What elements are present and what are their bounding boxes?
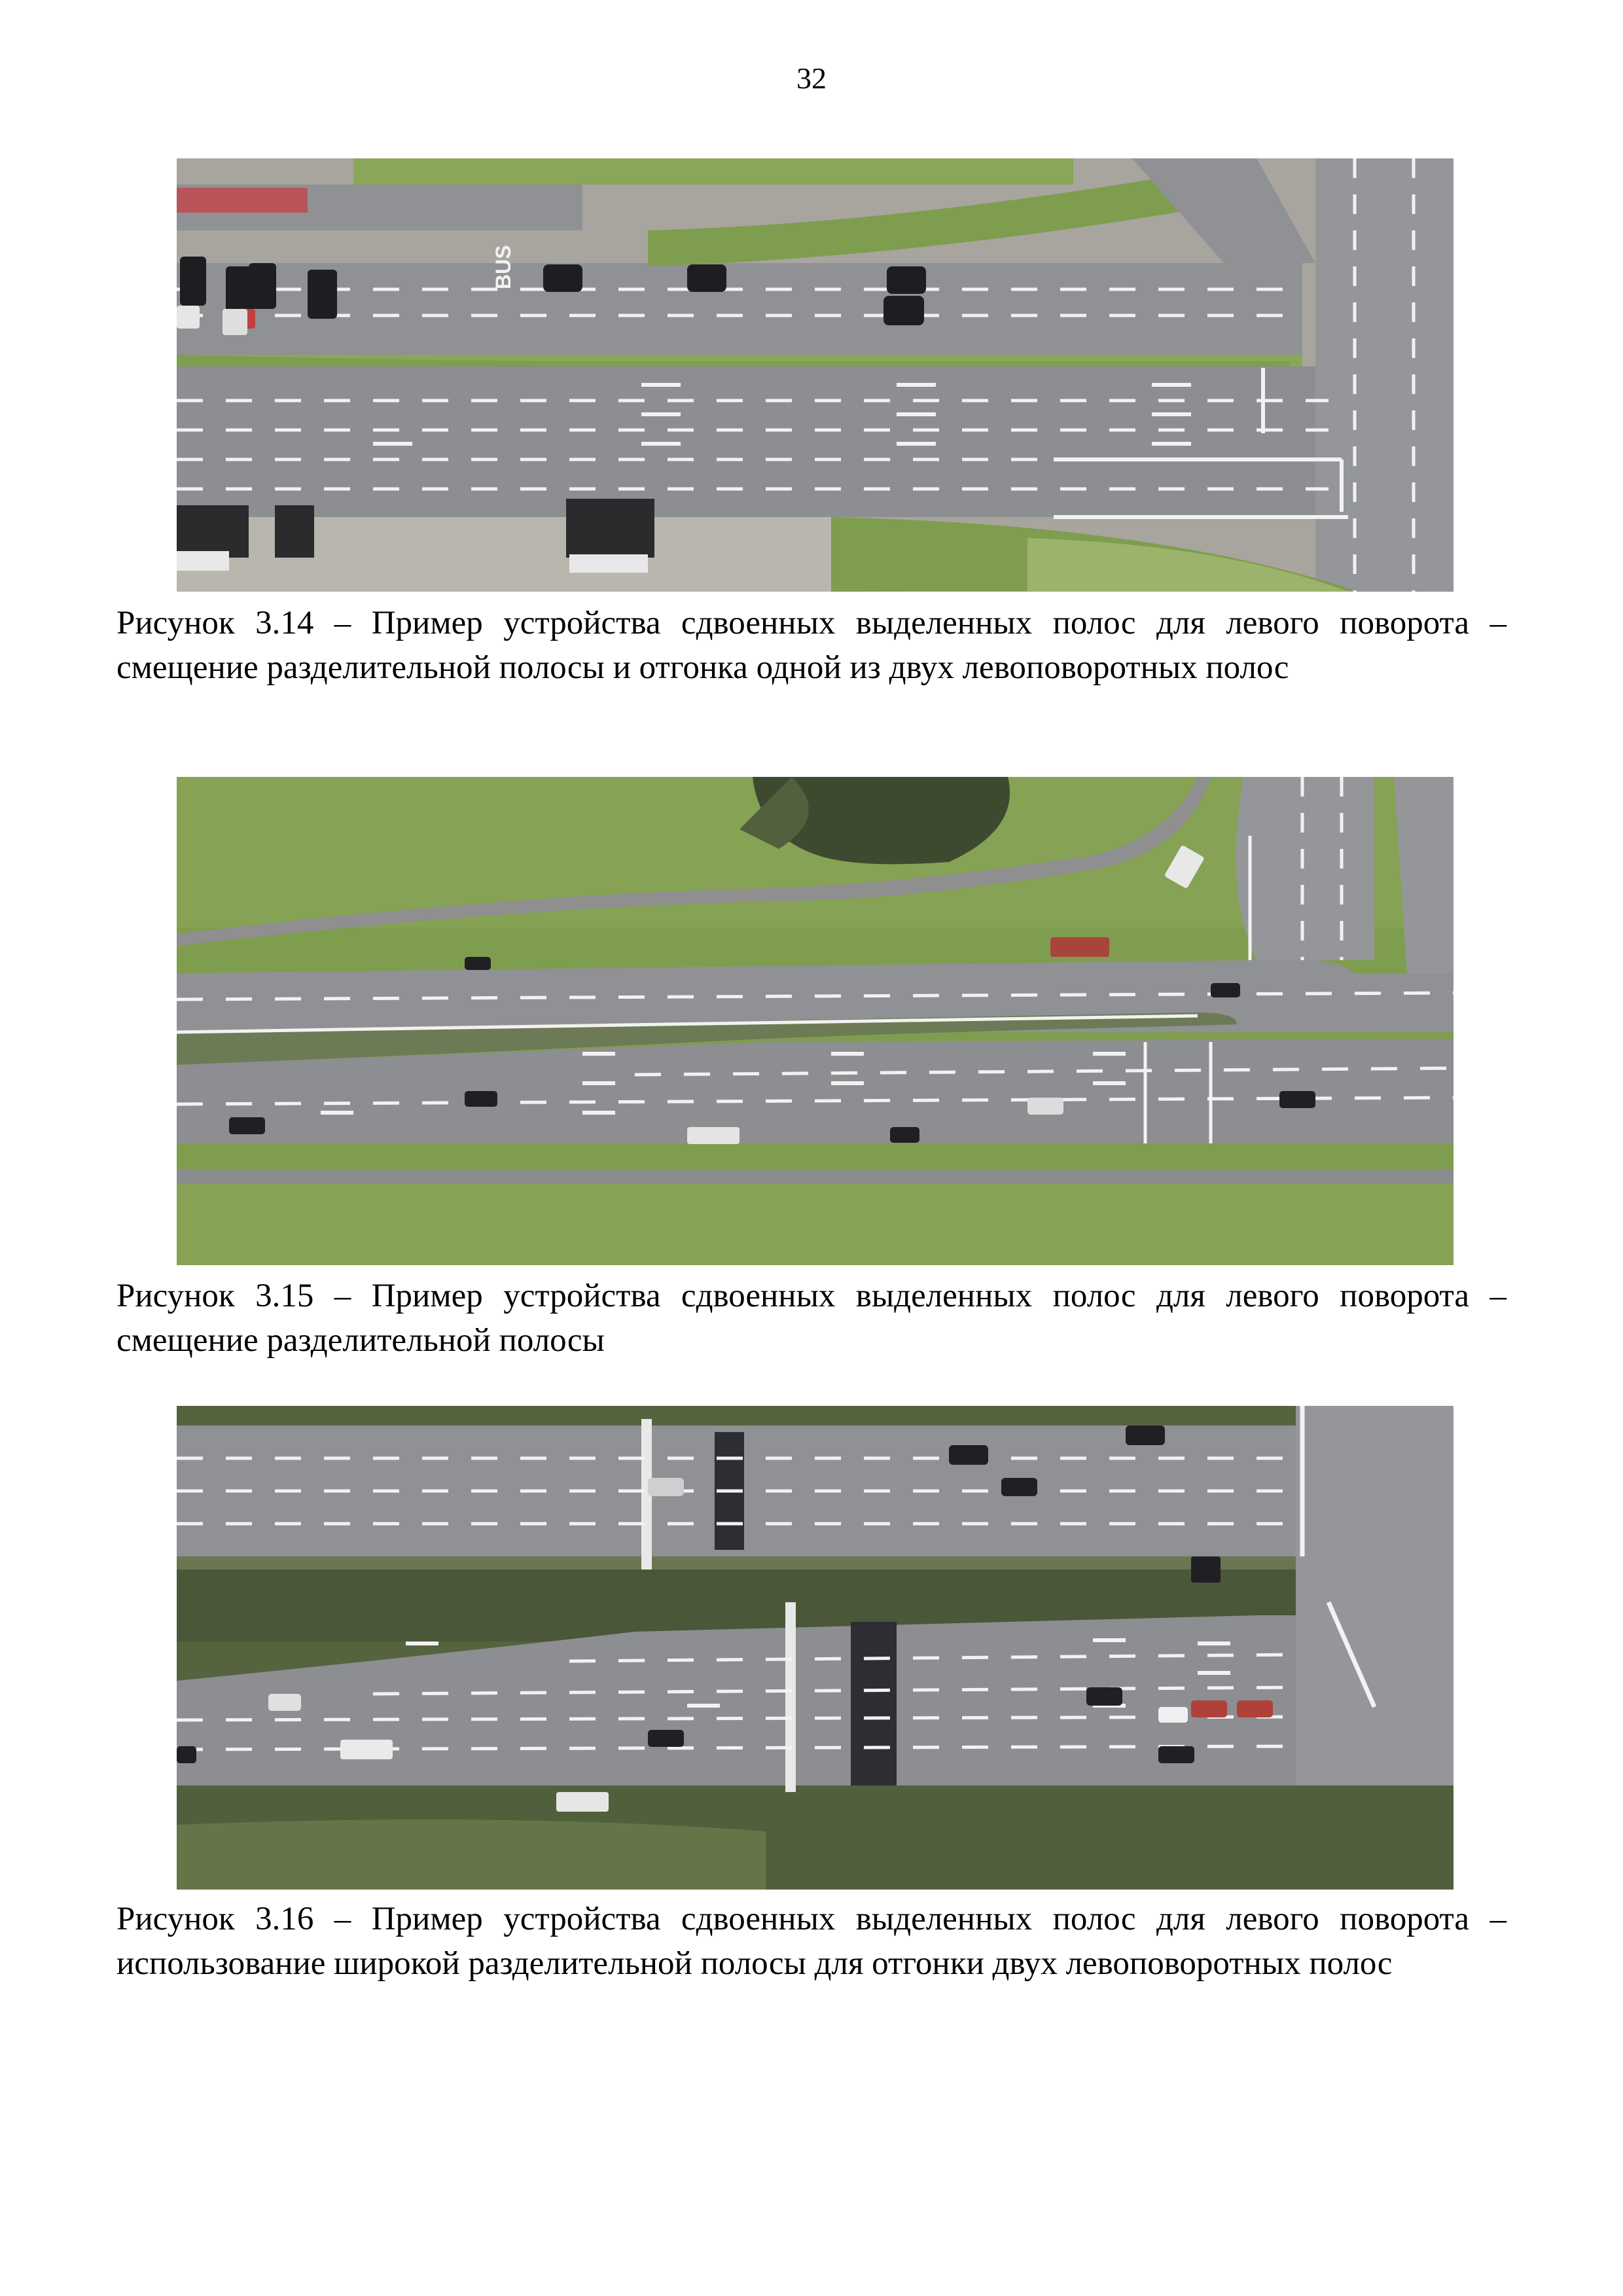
figure-3-15-image <box>177 777 1454 1265</box>
aerial-photo-intersection-3 <box>177 1406 1454 1890</box>
figure-3-14-image <box>177 158 1454 592</box>
aerial-photo-intersection-2 <box>177 777 1454 1265</box>
figure-3-15-caption: Рисунок 3.15 – Пример устройства сдвоенных выделенных полос для левого поворота – смещение разделительной полосы <box>116 1278 1507 1359</box>
figure-3-16-caption: Рисунок 3.16 – Пример устройства сдвоенных выделенных полос для левого поворота – использование широкой разделительной полосы для отгонки двух левоповоротных полос <box>116 1901 1507 1982</box>
figure-3-14-caption: Рисунок 3.14 – Пример устройства сдвоенных выделенных полос для левого поворота – смещение разделительной полосы и отгонка одной из двух левоповоротных полос <box>116 605 1507 686</box>
page-number: 32 <box>796 62 827 95</box>
figure-3-16-image <box>177 1406 1454 1890</box>
bus-road-marking: BUS <box>491 245 515 289</box>
aerial-photo-intersection-1 <box>177 158 1454 592</box>
